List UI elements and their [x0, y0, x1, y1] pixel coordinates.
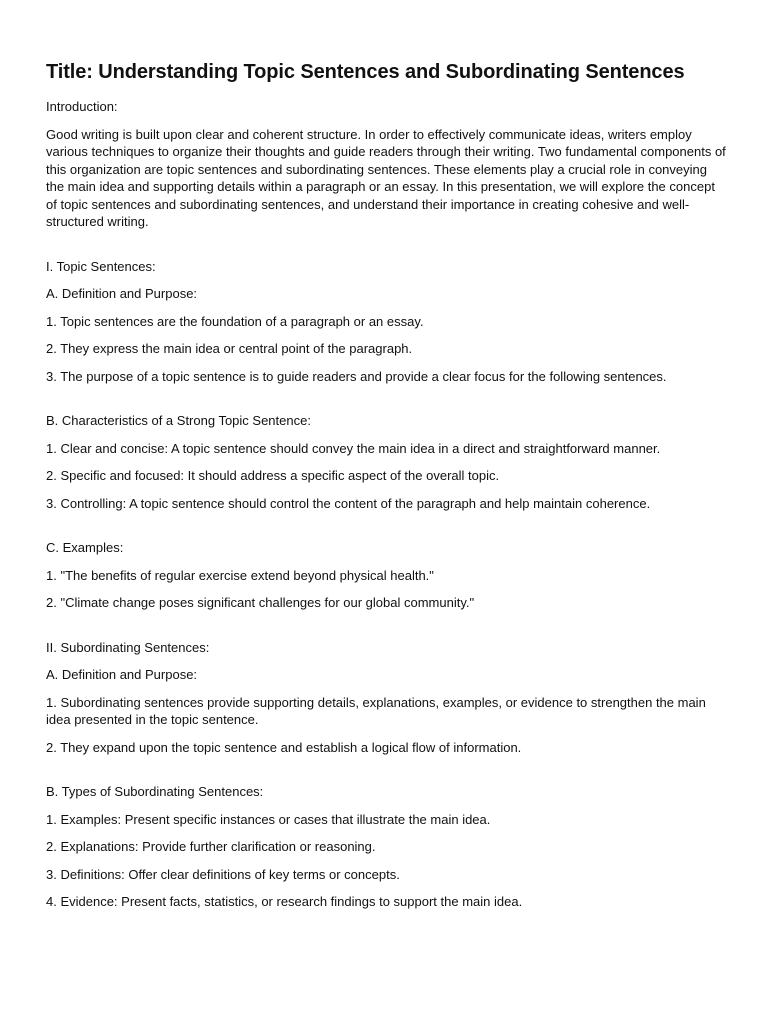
- list-item: 2. They express the main idea or central point of the paragraph.: [46, 341, 413, 356]
- list-item: 4. Evidence: Present facts, statistics, or research findings to support the main idea.: [46, 894, 523, 909]
- subsection-heading: C. Examples:: [46, 540, 124, 555]
- list-item: 1. Topic sentences are the foundation of a paragraph or an essay.: [46, 313, 424, 329]
- spacer: [46, 522, 726, 539]
- list-item: 2. They expand upon the topic sentence and establish a logical flow of information.: [46, 739, 522, 755]
- subsection-heading: B. Types of Subordinating Sentences:: [46, 784, 264, 799]
- list-item: 2. Explanations: Provide further clarification or reasoning.: [46, 839, 376, 854]
- spacer: [46, 395, 726, 412]
- spacer: [46, 766, 726, 783]
- section-heading: I. Topic Sentences:: [46, 258, 156, 274]
- spacer: [46, 241, 726, 258]
- intro-paragraph: Good writing is built upon clear and coherent structure. In order to effectively communicate ideas, writers employ various techniques to organize their thoughts and guide readers through their writing. Two fundamental components of this organization are topic sentences and subordinating sentences. These elements play a crucial role in conveying the main idea and supporting details within a paragraph or an essay. In this presentation, we will explore the concept of topic sentences and subordinating sentences, and understand their importance in creating cohesive and well-structured writing.: [46, 126, 726, 229]
- list-item: 3. The purpose of a topic sentence is to guide readers and provide a clear focus for the following sentences.: [46, 368, 667, 384]
- list-item: 2. "Climate change poses significant challenges for our global community.": [46, 595, 475, 610]
- subsection-heading: B. Characteristics of a Strong Topic Sentence:: [46, 413, 311, 428]
- page-title: Title: Understanding Topic Sentences and Subordinating Sentences: [46, 61, 685, 83]
- list-item: 1. Clear and concise: A topic sentence should convey the main idea in a direct and straightforward manner.: [46, 440, 661, 456]
- list-item: 1. "The benefits of regular exercise extend beyond physical health.": [46, 567, 434, 583]
- section-heading: II. Subordinating Sentences:: [46, 639, 210, 655]
- spacer: [46, 622, 726, 639]
- list-item: 1. Subordinating sentences provide supporting details, explanations, examples, or evidence to strengthen the main idea presented in the topic sentence.: [46, 694, 706, 727]
- list-item: 3. Definitions: Offer clear definitions of key terms or concepts.: [46, 866, 400, 882]
- subsection-heading: A. Definition and Purpose:: [46, 667, 198, 682]
- intro-label: Introduction:: [46, 99, 118, 114]
- subsection-heading: A. Definition and Purpose:: [46, 286, 198, 301]
- list-item: 1. Examples: Present specific instances or cases that illustrate the main idea.: [46, 811, 491, 827]
- list-item: 3. Controlling: A topic sentence should control the content of the paragraph and help maintain coherence.: [46, 495, 651, 511]
- list-item: 2. Specific and focused: It should address a specific aspect of the overall topic.: [46, 468, 500, 483]
- document-page: [46, 58, 726, 921]
